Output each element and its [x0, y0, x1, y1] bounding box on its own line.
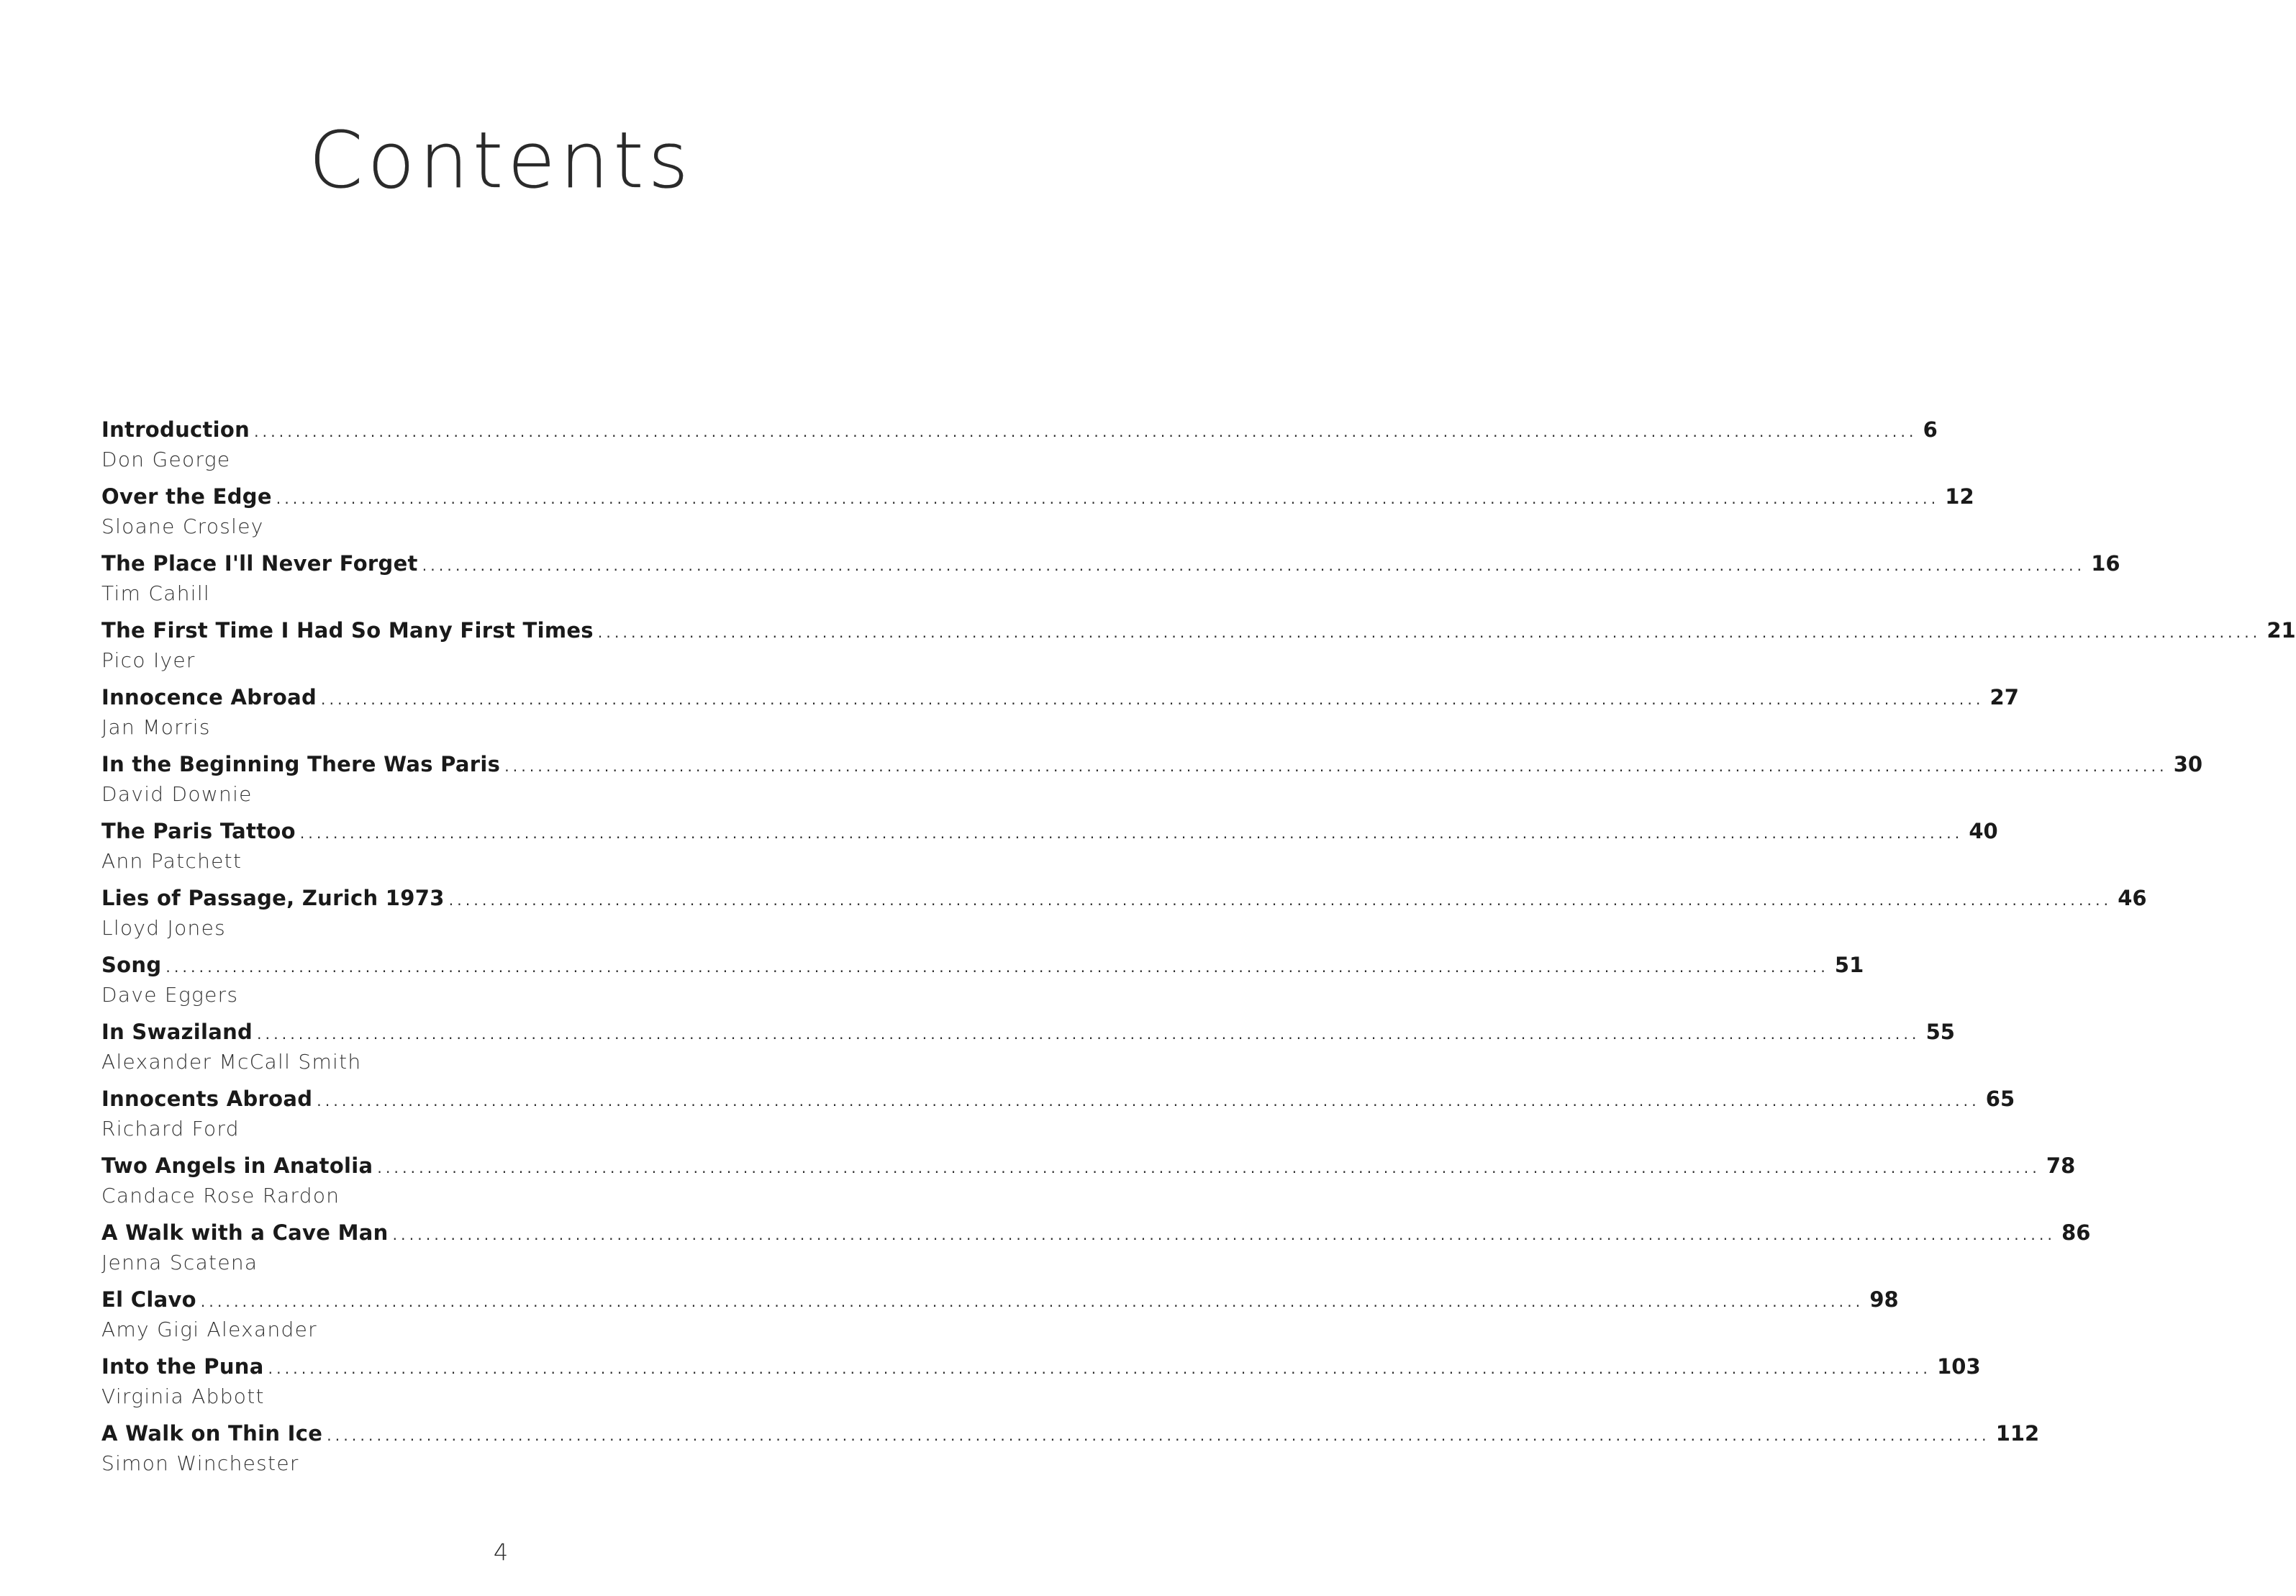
dot-leader: ........................................................................................................................................................................................................: [268, 1360, 1932, 1377]
toc-entry-line: [101, 1020, 1955, 1048]
chapter-page-number: 65: [1985, 1087, 2015, 1111]
toc-entry-line: [101, 1287, 1899, 1316]
toc-entry: [101, 1354, 1981, 1421]
toc-entry: [101, 1020, 1955, 1087]
chapter-title: Song: [101, 953, 162, 977]
chapter-author: Ann Patchett: [101, 849, 242, 873]
toc-entry-line: [101, 1354, 1981, 1383]
chapter-title: The First Time I Had So Many First Times: [101, 618, 594, 643]
toc-entry: [101, 484, 1974, 551]
toc-entry-line: [101, 1087, 2015, 1115]
toc-entry: [101, 1287, 1899, 1354]
chapter-title: Introduction: [101, 417, 250, 442]
chapter-author: Dave Eggers: [101, 983, 239, 1007]
chapter-title: In the Beginning There Was Paris: [101, 752, 501, 776]
toc-entry-line: [101, 752, 2203, 781]
toc-entry-line: [101, 819, 1998, 848]
chapter-author: Sloane Crosley: [101, 514, 264, 538]
chapter-author: Jenna Scatena: [101, 1251, 258, 1274]
chapter-title: Into the Puna: [101, 1354, 264, 1379]
toc-entry: [101, 618, 2296, 685]
chapter-page-number: 46: [2118, 886, 2147, 910]
chapter-title: Over the Edge: [101, 484, 272, 509]
chapter-page-number: 16: [2091, 551, 2120, 576]
toc-entry: [101, 1220, 2091, 1287]
chapter-title: The Place I'll Never Forget: [101, 551, 418, 576]
page-title: Contents: [309, 116, 693, 206]
toc-entry: [101, 1421, 2040, 1488]
toc-entry-line: [101, 953, 1864, 981]
toc-entry: [101, 1153, 2076, 1220]
toc-entry: [101, 752, 2203, 819]
toc-entry-line: [101, 417, 1938, 446]
chapter-title: Lies of Passage, Zurich 1973: [101, 886, 445, 910]
toc-entry-line: [101, 685, 2019, 714]
toc-entry-line: [101, 484, 1974, 513]
chapter-title: A Walk on Thin Ice: [101, 1421, 323, 1446]
chapter-title: The Paris Tattoo: [101, 819, 296, 843]
chapter-author: Alexander McCall Smith: [101, 1050, 362, 1074]
dot-leader: ........................................................................................................................................................................................................: [377, 1159, 2041, 1176]
chapter-author: Candace Rose Rardon: [101, 1184, 340, 1207]
dot-leader: ........................................................................................................................................................................................................: [254, 423, 1918, 440]
toc-entry-line: [101, 1153, 2076, 1182]
toc-entry: [101, 886, 2147, 953]
toc-entry-line: [101, 551, 2120, 580]
chapter-author: Virginia Abbott: [101, 1384, 265, 1408]
chapter-page-number: 103: [1937, 1354, 1981, 1379]
chapter-title: El Clavo: [101, 1287, 196, 1312]
dot-leader: ........................................................................................................................................................................................................: [317, 1092, 1980, 1110]
dot-leader: ........................................................................................................................................................................................................: [392, 1226, 2056, 1243]
toc-entry: [101, 551, 2120, 618]
chapter-page-number: 27: [1989, 685, 2019, 709]
dot-leader: ........................................................................................................................................................................................................: [504, 758, 2168, 775]
chapter-author: Tim Cahill: [101, 581, 210, 605]
chapter-page-number: 40: [1969, 819, 1998, 843]
toc-entry-line: [101, 618, 2296, 647]
dot-leader: ........................................................................................................................................................................................................: [321, 691, 1984, 708]
dot-leader: ........................................................................................................................................................................................................: [257, 1025, 1920, 1043]
chapter-author: Don George: [101, 448, 231, 471]
chapter-page-number: 98: [1869, 1287, 1899, 1312]
chapter-page-number: 55: [1925, 1020, 1955, 1044]
chapter-author: David Downie: [101, 782, 253, 806]
chapter-page-number: 51: [1834, 953, 1864, 977]
chapter-page-number: 86: [2061, 1220, 2091, 1245]
chapter-page-number: 112: [1995, 1421, 2040, 1446]
chapter-author: Simon Winchester: [101, 1451, 299, 1475]
toc-entry: [101, 953, 1864, 1020]
toc-entry-line: [101, 1421, 2040, 1450]
dot-leader: ........................................................................................................................................................................................................: [422, 557, 2086, 574]
dot-leader: ........................................................................................................................................................................................................: [448, 892, 2113, 909]
chapter-author: Amy Gigi Alexander: [101, 1318, 317, 1341]
dot-leader: ........................................................................................................................................................................................................: [200, 1293, 1864, 1310]
dot-leader: ........................................................................................................................................................................................................: [165, 958, 1829, 976]
chapter-author: Richard Ford: [101, 1117, 240, 1141]
toc-entry-line: [101, 886, 2147, 915]
chapter-page-number: 30: [2173, 752, 2203, 776]
chapter-title: Two Angels in Anatolia: [101, 1153, 373, 1178]
toc-entry: [101, 819, 1998, 886]
chapter-title: A Walk with a Cave Man: [101, 1220, 389, 1245]
chapter-author: Jan Morris: [101, 715, 211, 739]
chapter-author: Lloyd Jones: [101, 916, 227, 940]
chapter-title: Innocence Abroad: [101, 685, 317, 709]
toc-entry: [101, 417, 1938, 484]
chapter-title: Innocents Abroad: [101, 1087, 313, 1111]
dot-leader: ........................................................................................................................................................................................................: [597, 624, 2261, 641]
toc-entry: [101, 685, 2019, 752]
dot-leader: ........................................................................................................................................................................................................: [276, 490, 1940, 507]
toc-entry: [101, 1087, 2015, 1153]
toc-entry-line: [101, 1220, 2091, 1249]
dot-leader: ........................................................................................................................................................................................................: [327, 1427, 1990, 1444]
chapter-page-number: 6: [1923, 417, 1938, 442]
chapter-page-number: 78: [2046, 1153, 2076, 1178]
dot-leader: ........................................................................................................................................................................................................: [299, 825, 1964, 842]
table-of-contents: [101, 417, 2296, 1488]
chapter-page-number: 12: [1945, 484, 1974, 509]
chapter-page-number: 21: [2266, 618, 2296, 643]
chapter-title: In Swaziland: [101, 1020, 253, 1044]
chapter-author: Pico Iyer: [101, 648, 196, 672]
page-number: 4: [493, 1538, 509, 1566]
